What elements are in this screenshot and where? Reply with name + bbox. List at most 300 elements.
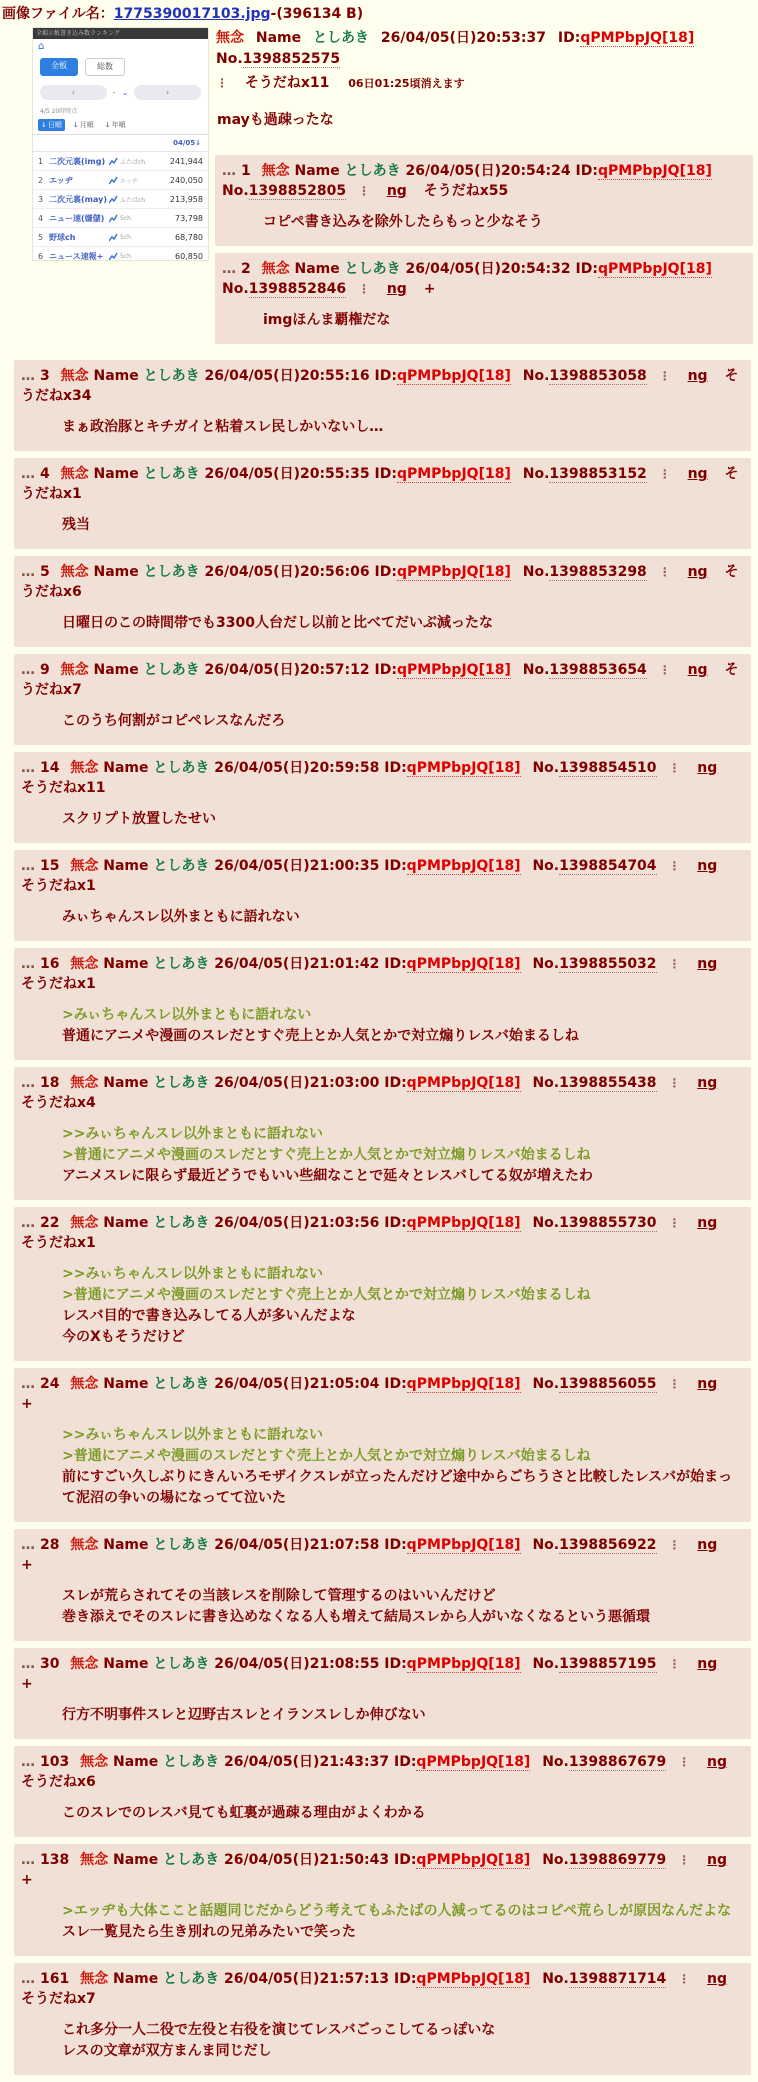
file-name-link[interactable]: 1775390017103.jpg [113, 6, 271, 22]
reply-post [14, 458, 751, 549]
poster-id-link[interactable]: qPMPbpJQ[18] [406, 1075, 521, 1091]
ranking-rank: 4 [38, 213, 44, 223]
poster-name: としあき [143, 368, 200, 384]
post-menu-icon[interactable]: ⋮ [216, 76, 228, 90]
post-menu-icon[interactable]: ⋮ [658, 565, 671, 579]
poster-id-link[interactable]: qPMPbpJQ[18] [406, 1376, 521, 1392]
ranking-rank: 2 [38, 175, 44, 185]
quote-line: >>みぃちゃんスレ以外まともに語れない [62, 1427, 324, 1443]
poster-id-link[interactable]: qPMPbpJQ[18] [416, 1852, 531, 1868]
body-line: 巻き添えでそのスレに書き込めなくなる人も増えて結局スレから人がいなくなるという悪循環 [62, 1609, 650, 1625]
expand-ellipsis-icon[interactable]: … [21, 662, 35, 678]
ranking-board-name: 二次元裏(may) [49, 194, 108, 204]
reply-header [21, 954, 741, 994]
no-label: No. [522, 662, 550, 678]
expand-ellipsis-icon[interactable]: … [21, 1376, 35, 1392]
post-subject: 無念 [70, 956, 99, 972]
poster-id-link[interactable]: qPMPbpJQ[18] [406, 1537, 521, 1553]
expand-ellipsis-icon[interactable]: … [21, 1656, 35, 1672]
id-label: ID: [374, 368, 397, 384]
reply-number: 18 [40, 1075, 60, 1091]
ranking-board-name: ニュース速報+ [49, 251, 104, 260]
post-subject: 無念 [60, 466, 89, 482]
ng-button[interactable]: ng [697, 1215, 718, 1231]
sodane-counter[interactable]: そうだねx4 [21, 1095, 96, 1111]
expand-ellipsis-icon[interactable]: … [21, 1971, 35, 1987]
body-line: imgほんま覇権だな [263, 312, 391, 328]
post-datetime: 26/04/05(日)20:53:37 [380, 30, 546, 46]
post-menu-icon[interactable]: ⋮ [668, 1538, 681, 1552]
id-label: ID: [384, 956, 407, 972]
post-thumbnail-image[interactable] [33, 28, 208, 260]
post-datetime: 26/04/05(日)20:54:32 [405, 261, 571, 277]
no-label: No. [532, 1656, 560, 1672]
thumb-timestamp-note: 4/5 20時時点 [40, 108, 78, 115]
poster-id-link[interactable]: qPMPbpJQ[18] [580, 30, 695, 46]
reply-number: 16 [40, 956, 60, 972]
post-number-link[interactable]: 1398852846 [248, 281, 347, 297]
body-line: 日曜日のこの時間帯でも3300人台だし以前と比べてだいぶ減ったな [62, 615, 493, 631]
poster-name: としあき [344, 261, 401, 277]
id-label: ID: [374, 466, 397, 482]
reply-header [21, 660, 741, 700]
name-label: Name [93, 564, 139, 580]
op-subline [215, 73, 758, 94]
ng-button[interactable]: ng [386, 281, 407, 297]
body-line: レスの文章が双方まんま同じだし [62, 2043, 272, 2059]
post-number-link[interactable]: 1398853654 [549, 662, 647, 678]
expand-ellipsis-icon[interactable]: … [21, 956, 35, 972]
poster-name: としあき [143, 466, 200, 482]
post-menu-icon[interactable]: ⋮ [357, 184, 370, 198]
reply-post [14, 850, 751, 941]
reply-number: 2 [241, 261, 251, 277]
thumb-ranking-table [33, 152, 208, 260]
reply-body [62, 1901, 735, 1943]
ng-button[interactable]: ng [687, 662, 708, 678]
ranking-count: 241,944 [169, 156, 203, 166]
post-menu-icon[interactable]: ⋮ [658, 369, 671, 383]
post-datetime: 26/04/05(日)20:54:24 [405, 163, 571, 179]
poster-name: としあき [153, 1215, 210, 1231]
reply-body [62, 711, 735, 732]
post-datetime: 26/04/05(日)21:03:56 [214, 1215, 380, 1231]
sodane-counter[interactable]: + [21, 1872, 33, 1888]
post-datetime: 26/04/05(日)21:07:58 [214, 1537, 380, 1553]
poster-name: としあき [153, 1656, 210, 1672]
expand-ellipsis-icon[interactable]: … [21, 368, 35, 384]
post-menu-icon[interactable]: ⋮ [357, 282, 370, 296]
ranking-count: 68,780 [175, 232, 203, 242]
thumb-sort-tab [70, 119, 97, 131]
post-number-link[interactable]: 1398871714 [568, 1971, 667, 1987]
ranking-rank: 3 [38, 194, 44, 204]
chart-icon [109, 252, 120, 261]
post-number-link[interactable]: 1398867679 [568, 1754, 667, 1770]
poster-name: としあき [153, 760, 210, 776]
no-label: No. [522, 564, 550, 580]
poster-name: としあき [163, 1971, 220, 1987]
sodane-counter[interactable]: そうだねx1 [21, 1235, 96, 1251]
expand-ellipsis-icon[interactable]: … [21, 1075, 35, 1091]
reply-number: 138 [40, 1852, 70, 1868]
ng-button[interactable]: ng [697, 858, 718, 874]
reply-header [21, 758, 741, 798]
body-line: 今のXもそうだけど [62, 1329, 185, 1345]
reply-body [62, 2020, 735, 2062]
reply-post [215, 155, 753, 246]
expand-ellipsis-icon[interactable]: … [21, 1852, 35, 1868]
sodane-counter[interactable]: + [21, 1557, 33, 1573]
expand-ellipsis-icon[interactable]: … [21, 564, 35, 580]
op-column [215, 24, 758, 344]
reply-body [62, 907, 735, 928]
post-number-link[interactable]: 1398856055 [559, 1376, 657, 1392]
reply-body [62, 1586, 735, 1628]
post-number-link[interactable]: 1398854704 [559, 858, 657, 874]
reply-number: 24 [40, 1376, 60, 1392]
sodane-counter[interactable]: そうだねx7 [21, 1991, 96, 2007]
body-line: このうち何割がコピペレスなんだろ [62, 713, 286, 729]
post-subject: 無念 [60, 662, 89, 678]
poster-id-link[interactable]: qPMPbpJQ[18] [396, 564, 511, 580]
post-menu-icon[interactable]: ⋮ [668, 957, 681, 971]
id-label: ID: [374, 564, 397, 580]
id-label: ID: [374, 662, 397, 678]
chart-icon [109, 176, 120, 185]
poster-id-link[interactable]: qPMPbpJQ[18] [406, 956, 521, 972]
sodane-counter[interactable]: + [423, 281, 436, 297]
name-label: Name [103, 760, 149, 776]
expand-ellipsis-icon[interactable]: … [21, 1215, 35, 1231]
poster-id-link[interactable]: qPMPbpJQ[18] [396, 662, 511, 678]
ng-button[interactable]: ng [697, 1376, 718, 1392]
poster-id-link[interactable]: qPMPbpJQ[18] [406, 1215, 521, 1231]
chart-icon [109, 157, 120, 166]
ranking-count: 60,850 [175, 251, 203, 260]
thumb-sort-tab [38, 119, 65, 131]
name-label: Name [112, 1971, 159, 1987]
ng-button[interactable]: ng [687, 368, 708, 384]
poster-name: としあき [143, 662, 200, 678]
expand-ellipsis-icon[interactable]: … [21, 466, 35, 482]
post-number-link[interactable]: 1398855730 [559, 1215, 657, 1231]
body-line: スレが荒らされてその当該レスを削除して管理するのはいいんだけど [62, 1588, 496, 1604]
ranking-site-label: ふたばch [120, 196, 146, 204]
post-menu-icon[interactable]: ⋮ [668, 1657, 681, 1671]
name-label: Name [93, 368, 139, 384]
chart-icon [109, 214, 120, 223]
post-menu-icon[interactable]: ⋮ [658, 467, 671, 481]
post-subject: 無念 [261, 261, 290, 277]
sort-icon: ↓ [72, 121, 79, 129]
no-label: No. [532, 1075, 560, 1091]
op-header [215, 28, 758, 70]
sodane-counter[interactable]: そうだねx34 [21, 368, 739, 404]
post-number-link[interactable]: 1398869779 [568, 1852, 667, 1868]
post-menu-icon[interactable]: ⋮ [668, 1377, 681, 1391]
ranking-rank: 1 [38, 156, 44, 166]
quote-line: >>みぃちゃんスレ以外まともに語れない [62, 1126, 324, 1142]
id-label: ID: [575, 163, 598, 179]
sodane-counter[interactable]: そうだねx6 [21, 564, 739, 600]
body-line: コピペ書き込みを除外したらもっと少なそう [263, 214, 543, 230]
sort-icon: ↓ [104, 121, 111, 129]
ranking-site-label: エッヂ [120, 177, 138, 185]
no-label: No. [532, 760, 560, 776]
post-datetime: 26/04/05(日)20:59:58 [214, 760, 380, 776]
quote-line: >みぃちゃんスレ以外まともに語れない [62, 1007, 312, 1023]
ng-button[interactable]: ng [697, 760, 718, 776]
expand-ellipsis-icon[interactable]: … [21, 1754, 35, 1770]
original-post [0, 24, 758, 344]
post-number-link[interactable]: 1398856922 [559, 1537, 657, 1553]
ranking-row [33, 171, 208, 190]
post-subject: 無念 [60, 368, 89, 384]
reply-post [14, 654, 751, 745]
post-datetime: 26/04/05(日)20:56:06 [204, 564, 370, 580]
sodane-counter[interactable]: そうだねx7 [21, 662, 739, 698]
reply-header [21, 1969, 741, 2009]
expand-ellipsis-icon[interactable]: … [21, 858, 35, 874]
body-line: まぁ政治豚とキチガイと粘着スレ民しかいないし… [62, 419, 384, 435]
ranking-board-name: 二次元裏(img) [49, 156, 106, 166]
reply-number: 9 [40, 662, 50, 678]
reply-number: 30 [40, 1656, 60, 1672]
file-info-bar [0, 0, 758, 24]
sodane-counter[interactable]: そうだねx55 [423, 183, 509, 199]
reply-header [21, 1752, 741, 1792]
reply-header [222, 259, 743, 299]
id-label: ID: [384, 858, 407, 874]
poster-name: としあき [143, 564, 200, 580]
post-datetime: 26/04/05(日)21:05:04 [214, 1376, 380, 1392]
ranking-site-label: 5ch [120, 214, 131, 222]
reply-post [14, 1067, 751, 1200]
reply-header [21, 1535, 741, 1575]
body-line: 前にすごい久しぶりにきんいろモザイクスレが立ったんだけど途中からごちうさと比較したレスバが始まって泥沼の争いの場になってて泣いた [62, 1469, 733, 1506]
ng-button[interactable]: ng [697, 1537, 718, 1553]
poster-id-link[interactable]: qPMPbpJQ[18] [406, 1656, 521, 1672]
post-number-link[interactable]: 1398855438 [559, 1075, 657, 1091]
reply-body [62, 1425, 735, 1509]
post-subject: 無念 [70, 1376, 99, 1392]
post-datetime: 26/04/05(日)21:57:13 [223, 1971, 390, 1987]
name-label: Name [103, 1656, 149, 1672]
no-label: No. [222, 281, 249, 297]
body-line: みぃちゃんスレ以外まともに語れない [62, 909, 300, 925]
quote-line: >>みぃちゃんスレ以外まともに語れない [62, 1266, 324, 1282]
ranking-count: 240,050 [169, 175, 203, 185]
reply-header [21, 464, 741, 504]
post-subject: 無念 [80, 1852, 109, 1868]
post-number-link[interactable]: 1398853298 [549, 564, 647, 580]
ng-button[interactable]: ng [687, 564, 708, 580]
post-number-link[interactable]: 1398852575 [242, 51, 341, 67]
sodane-counter[interactable]: そうだねx1 [21, 466, 739, 502]
ng-button[interactable]: ng [707, 1754, 728, 1770]
sodane-counter[interactable]: そうだねx1 [21, 976, 96, 992]
post-datetime: 26/04/05(日)20:57:12 [204, 662, 370, 678]
ng-button[interactable]: ng [707, 1852, 728, 1868]
no-label: No. [532, 956, 560, 972]
reply-number: 22 [40, 1215, 60, 1231]
poster-name: としあき [153, 956, 210, 972]
reply-number: 161 [40, 1971, 70, 1987]
sodane-counter[interactable]: + [21, 1676, 33, 1692]
post-subject: 無念 [261, 163, 290, 179]
reply-number: 15 [40, 858, 60, 874]
reply-body [62, 1803, 735, 1824]
prev-page-pill: ‹ [40, 85, 107, 100]
sodane-counter[interactable]: そうだねx11 [244, 75, 330, 91]
expand-ellipsis-icon[interactable]: … [222, 261, 236, 277]
post-number-link[interactable]: 1398852805 [248, 183, 347, 199]
thumb-sort-tab-label: 年順 [111, 121, 126, 129]
no-label: No. [522, 368, 550, 384]
expand-ellipsis-icon[interactable]: … [21, 1537, 35, 1553]
id-label: ID: [393, 1971, 417, 1987]
ng-button[interactable]: ng [697, 956, 718, 972]
id-label: ID: [384, 1075, 407, 1091]
reply-body [263, 212, 737, 233]
name-label: Name [103, 1537, 149, 1553]
ng-button[interactable]: ng [386, 183, 407, 199]
ranking-row [33, 247, 208, 260]
post-menu-icon[interactable]: ⋮ [668, 1216, 681, 1230]
post-subject: 無念 [70, 1656, 99, 1672]
poster-id-link[interactable]: qPMPbpJQ[18] [406, 858, 521, 874]
post-menu-icon[interactable]: ⋮ [668, 1076, 681, 1090]
ranking-board-name: エッヂ [49, 175, 73, 185]
post-number-link[interactable]: 1398855032 [559, 956, 657, 972]
post-menu-icon[interactable]: ⋮ [668, 859, 681, 873]
reply-number: 1 [241, 163, 251, 179]
name-label: Name [112, 1852, 159, 1868]
post-datetime: 26/04/05(日)20:55:35 [204, 466, 370, 482]
reply-header [222, 161, 743, 201]
post-menu-icon[interactable]: ⋮ [668, 761, 681, 775]
sodane-counter[interactable]: + [21, 1396, 33, 1412]
ranking-row [33, 209, 208, 228]
post-datetime: 26/04/05(日)21:03:00 [214, 1075, 380, 1091]
reply-post [14, 1746, 751, 1837]
post-datetime: 26/04/05(日)21:08:55 [214, 1656, 380, 1672]
name-label: Name [103, 1215, 149, 1231]
post-subject: 無念 [80, 1754, 109, 1770]
expand-ellipsis-icon[interactable]: … [222, 163, 236, 179]
expand-ellipsis-icon[interactable]: … [21, 760, 35, 776]
body-line: 残当 [62, 517, 90, 533]
thumb-filter-total-button: 総数 [85, 58, 125, 76]
expire-note: 06日01:25頃消えます [348, 77, 465, 90]
id-label: ID: [384, 760, 407, 776]
reply-post [14, 1207, 751, 1361]
id-label: ID: [393, 1754, 417, 1770]
reply-number: 103 [40, 1754, 70, 1770]
name-label: Name [103, 1075, 149, 1091]
quote-line: >普通にアニメや漫画のスレだとすぐ売上とか人気とかで対立煽りレスバ始まるしね [62, 1448, 591, 1464]
poster-name: としあき [153, 1376, 210, 1392]
post-menu-icon[interactable]: ⋮ [678, 1972, 691, 1986]
thumb-sort-tab [102, 119, 129, 131]
thumb-sort-tab-label: 月順 [79, 121, 94, 129]
post-menu-icon[interactable]: ⋮ [658, 663, 671, 677]
ng-button[interactable]: ng [697, 1656, 718, 1672]
ng-button[interactable]: ng [687, 466, 708, 482]
reply-header [21, 1374, 741, 1414]
body-line: アニメスレに限らず最近どうでもいい些細なことで延々とレスバしてる奴が増えたわ [62, 1168, 593, 1184]
quote-line: >エッヂも大体ここと話題同じだからどう考えてもふたばの人減ってるのはコピペ荒らしが原因なんだよな [62, 1903, 732, 1919]
no-label: No. [542, 1852, 569, 1868]
reply-header [21, 856, 741, 896]
id-label: ID: [384, 1656, 407, 1672]
poster-id-link[interactable]: qPMPbpJQ[18] [416, 1971, 531, 1987]
reply-post [14, 1368, 751, 1522]
poster-id-link[interactable]: qPMPbpJQ[18] [396, 466, 511, 482]
no-label: No. [532, 858, 560, 874]
body-line: スクリプト放置したせい [62, 811, 216, 827]
no-label: No. [216, 51, 243, 67]
ranking-site-label: 5ch [120, 233, 131, 241]
name-label: Name [294, 163, 340, 179]
reply-number: 28 [40, 1537, 60, 1553]
chart-icon [109, 233, 120, 242]
reply-header [21, 1073, 741, 1113]
poster-id-link[interactable]: qPMPbpJQ[18] [416, 1754, 531, 1770]
sodane-counter[interactable]: そうだねx1 [21, 878, 96, 894]
name-label: Name [255, 30, 302, 46]
post-number-link[interactable]: 1398853058 [549, 368, 647, 384]
reply-number: 4 [40, 466, 50, 482]
no-label: No. [542, 1971, 569, 1987]
post-datetime: 26/04/05(日)21:50:43 [223, 1852, 390, 1868]
reply-post [215, 253, 753, 344]
reply-body [62, 809, 735, 830]
poster-name: としあき [153, 1075, 210, 1091]
post-number-link[interactable]: 1398854510 [559, 760, 657, 776]
poster-id-link[interactable]: qPMPbpJQ[18] [597, 163, 712, 179]
name-label: Name [103, 956, 149, 972]
file-size: -(396134 B) [270, 6, 364, 22]
ng-button[interactable]: ng [707, 1971, 728, 1987]
post-datetime: 26/04/05(日)21:00:35 [214, 858, 380, 874]
post-number-link[interactable]: 1398853152 [549, 466, 647, 482]
post-menu-icon[interactable]: ⋮ [678, 1755, 691, 1769]
poster-id-link[interactable]: qPMPbpJQ[18] [396, 368, 511, 384]
name-label: Name [294, 261, 340, 277]
name-label: Name [93, 466, 139, 482]
body-line: スレ一覧見たら生き別れの兄弟みたいで笑った [62, 1924, 356, 1940]
post-number-link[interactable]: 1398857195 [559, 1656, 657, 1672]
ng-button[interactable]: ng [697, 1075, 718, 1091]
sodane-counter[interactable]: そうだねx6 [21, 1774, 96, 1790]
poster-id-link[interactable]: qPMPbpJQ[18] [597, 261, 712, 277]
reply-post [14, 752, 751, 843]
poster-name: としあき [153, 858, 210, 874]
post-menu-icon[interactable]: ⋮ [678, 1853, 691, 1867]
reply-post [14, 360, 751, 451]
sort-icon: ↓ [41, 121, 47, 129]
quote-line: >普通にアニメや漫画のスレだとすぐ売上とか人気とかで対立煽りレスバ始まるしね [62, 1287, 591, 1303]
post-datetime: 26/04/05(日)21:01:42 [214, 956, 380, 972]
name-label: Name [103, 858, 149, 874]
post-subject: 無念 [216, 30, 244, 46]
name-label: Name [103, 1376, 149, 1392]
sodane-counter[interactable]: そうだねx11 [21, 780, 106, 796]
poster-id-link[interactable]: qPMPbpJQ[18] [406, 760, 521, 776]
no-label: No. [532, 1376, 560, 1392]
